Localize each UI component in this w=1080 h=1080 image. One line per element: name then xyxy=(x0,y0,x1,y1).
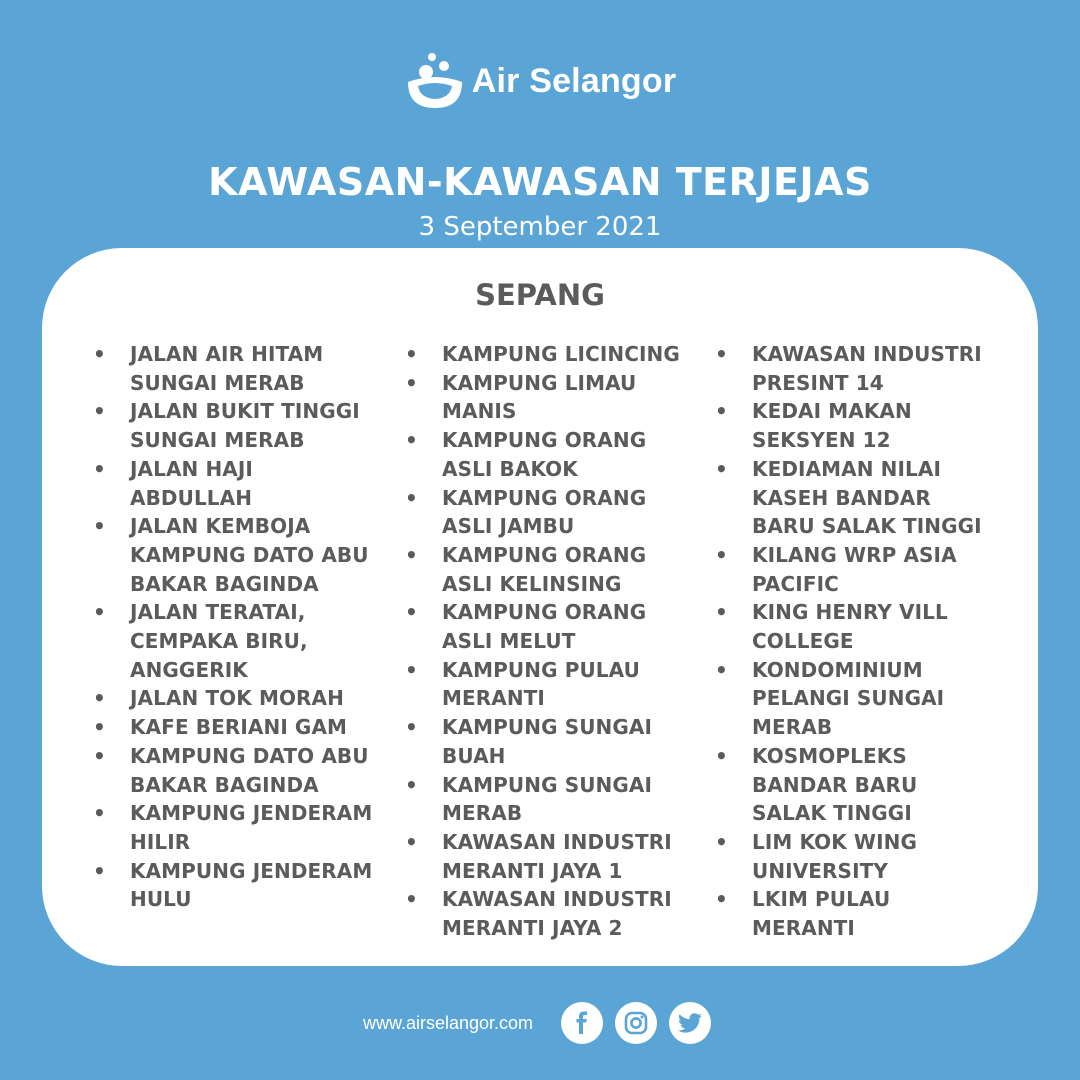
facebook-icon[interactable] xyxy=(561,1002,603,1044)
affected-areas-card xyxy=(42,248,1038,966)
area-list-item: • KEDAI MAKAN SEKSYEN 12 xyxy=(710,397,995,454)
area-list-column-3 xyxy=(710,340,995,943)
area-list-item: • LKIM PULAU MERANTI xyxy=(710,885,995,942)
area-list-item: • KAMPUNG ORANG ASLI KELINSING xyxy=(400,541,685,598)
area-list-item: • KOSMOPLEKS BANDAR BARU SALAK TINGGI xyxy=(710,742,995,828)
area-list-item: • JALAN TERATAI, CEMPAKA BIRU, ANGGERIK xyxy=(88,598,373,684)
region-heading: SEPANG xyxy=(475,278,605,312)
area-list-item: • KAFE BERIANI GAM xyxy=(88,713,373,742)
area-list-item: • KAMPUNG LICINCING xyxy=(400,340,685,369)
footer xyxy=(0,1002,1080,1044)
area-list-item: • JALAN AIR HITAM SUNGAI MERAB xyxy=(88,340,373,397)
area-list-item: • KAMPUNG ORANG ASLI JAMBU xyxy=(400,484,685,541)
area-list-item: • KAMPUNG LIMAU MANIS xyxy=(400,369,685,426)
brand-name: Air Selangor xyxy=(471,61,677,100)
water-drop-logo-icon xyxy=(404,50,466,112)
website-link[interactable]: www.airselangor.com xyxy=(362,1012,534,1033)
area-list-item: • JALAN KEMBOJA KAMPUNG DATO ABU BAKAR BAGINDA xyxy=(88,512,373,598)
area-list-item: • KAMPUNG JENDERAM HILIR xyxy=(88,799,373,856)
area-list-item: • KAMPUNG SUNGAI MERAB xyxy=(400,771,685,828)
area-list-item: • JALAN HAJI ABDULLAH xyxy=(88,455,373,512)
area-list-item: • JALAN BUKIT TINGGI SUNGAI MERAB xyxy=(88,397,373,454)
area-list-item: • KAWASAN INDUSTRI MERANTI JAYA 1 xyxy=(400,828,685,885)
area-list-item: • JALAN TOK MORAH xyxy=(88,684,373,713)
area-list-column-1 xyxy=(88,340,373,914)
twitter-icon[interactable] xyxy=(669,1002,711,1044)
brand-logo xyxy=(0,50,1080,112)
page-title: KAWASAN-KAWASAN TERJEJAS xyxy=(208,160,872,204)
area-list-item: • KILANG WRP ASIA PACIFIC xyxy=(710,541,995,598)
area-list-item: • KAWASAN INDUSTRI MERANTI JAYA 2 xyxy=(400,885,685,942)
area-list-item: • KAMPUNG ORANG ASLI MELUT xyxy=(400,598,685,655)
area-list-item: • KEDIAMAN NILAI KASEH BANDAR BARU SALAK TINGGI xyxy=(710,455,995,541)
area-list-item: • KAMPUNG JENDERAM HULU xyxy=(88,857,373,914)
area-list-item: • LIM KOK WING UNIVERSITY xyxy=(710,828,995,885)
area-list-item: • KAMPUNG SUNGAI BUAH xyxy=(400,713,685,770)
area-list-item: • KAMPUNG ORANG ASLI BAKOK xyxy=(400,426,685,483)
area-list-item: • KAMPUNG DATO ABU BAKAR BAGINDA xyxy=(88,742,373,799)
area-list-item: • KING HENRY VILL COLLEGE xyxy=(710,598,995,655)
area-list-item: • KAWASAN INDUSTRI PRESINT 14 xyxy=(710,340,995,397)
area-list-item: • KAMPUNG PULAU MERANTI xyxy=(400,656,685,713)
page-date: 3 September 2021 xyxy=(418,212,662,242)
area-list-column-2 xyxy=(400,340,685,943)
instagram-icon[interactable] xyxy=(615,1002,657,1044)
area-list-item: • KONDOMINIUM PELANGI SUNGAI MERAB xyxy=(710,656,995,742)
